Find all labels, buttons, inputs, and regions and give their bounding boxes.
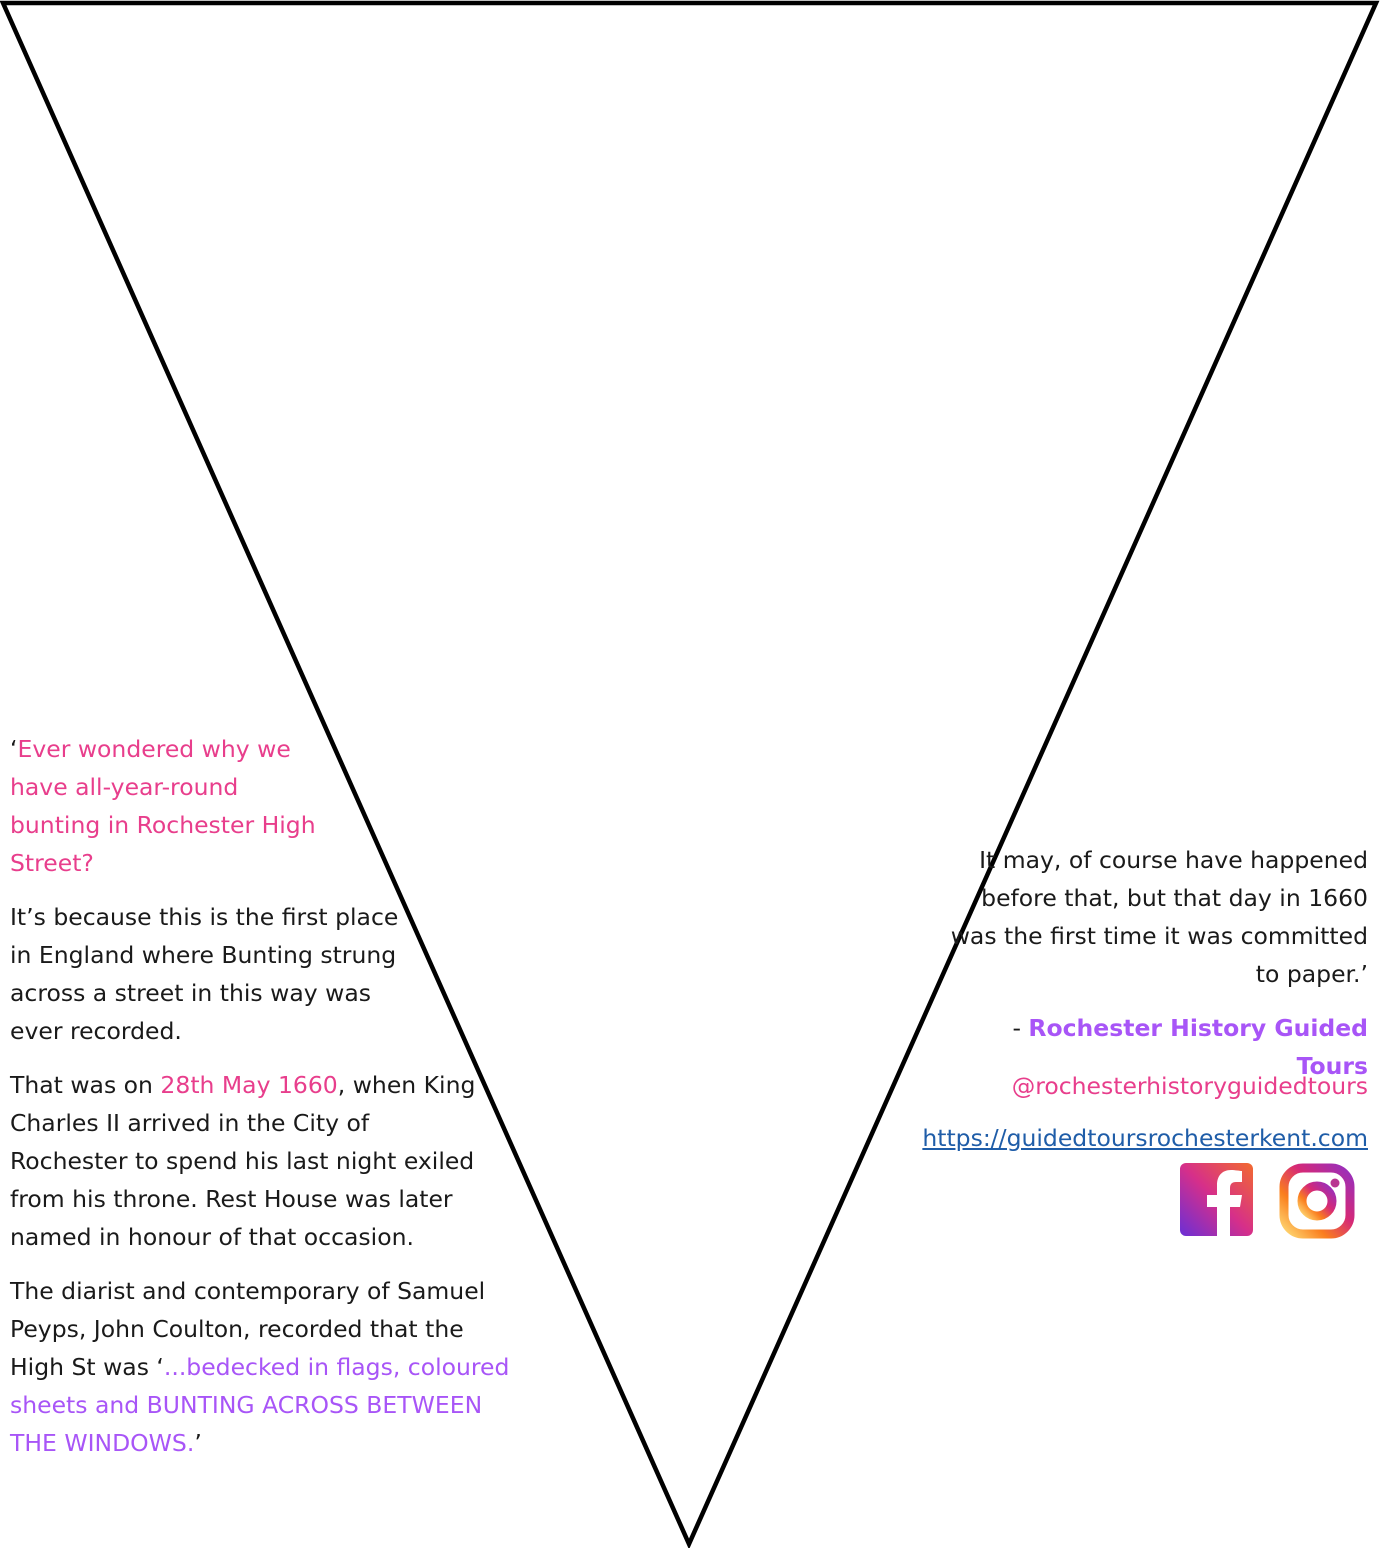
diary-quote: ...bedecked in flags, coloured sheets and BUNTING ACROSS BETWEEN THE WINDOWS.	[10, 1353, 510, 1457]
intro-paragraph	[10, 730, 330, 882]
right-text-block	[948, 841, 1368, 1101]
website-link-line	[768, 1119, 1368, 1157]
instagram-icon[interactable]	[1279, 1163, 1355, 1239]
intro-question: Ever wondered why we have all-year-round bunting in Rochester High Street?	[10, 735, 316, 877]
social-icons	[1180, 1163, 1355, 1239]
attribution-name: Rochester History Guided Tours	[1028, 1014, 1368, 1080]
paragraph-first-place: It’s because this is the first place in England where Bunting strung across a street in this way was ever recorded.	[10, 903, 399, 1045]
paragraph-diarist: The diarist and contemporary of Samuel Peyps, John Coulton, recorded that the High St was ‘...bedecked in flags, coloured sheets and BUNTING ACROSS BETWEEN THE WINDOWS.’	[10, 1277, 510, 1457]
attribution: - Rochester History Guided Tours	[1012, 1014, 1368, 1080]
social-handle: @rochesterhistoryguidedtours	[1011, 1072, 1368, 1100]
paragraph-charles: That was on 28th May 1660, when King Charles II arrived in the City of Rochester to spend his last night exiled from his throne. Rest House was later named in honour of that occasion.	[10, 1071, 476, 1251]
website-link[interactable]: https://guidedtoursrochesterkent.com	[922, 1124, 1368, 1152]
social-block	[768, 1067, 1368, 1171]
facebook-icon[interactable]	[1180, 1163, 1253, 1236]
paragraph-committed: It may, of course have happened before that, but that day in 1660 was the first time it was committed to paper.’	[950, 846, 1368, 988]
date-highlight: 28th May 1660	[160, 1071, 338, 1099]
open-quote: ‘	[10, 735, 18, 763]
left-text-block	[10, 730, 520, 1478]
